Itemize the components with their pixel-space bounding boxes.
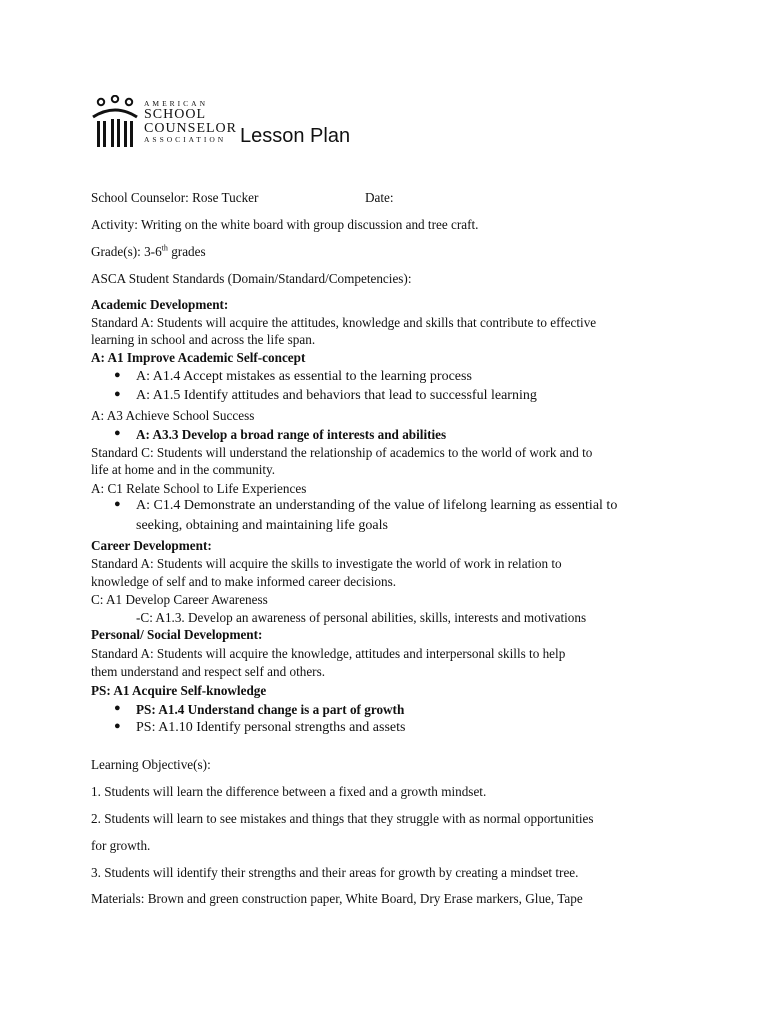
- counselor-line: School Counselor: Rose Tucker: [91, 190, 259, 205]
- list-item-text: PS: A1.4 Understand change is a part of growth: [136, 702, 405, 717]
- objectives-heading: Learning Objective(s):: [91, 757, 211, 772]
- career-std-a-line2: knowledge of self and to make informed career decisions.: [91, 574, 397, 589]
- bullet-icon: ●: [114, 388, 121, 400]
- grade-line: [91, 244, 206, 260]
- academic-std-c-line1: Standard C: Students will understand the relationship of academics to the world of work and to: [91, 445, 593, 460]
- grade-sup: th: [161, 243, 168, 253]
- list-item-continuation: seeking, obtaining and maintaining life goals: [136, 518, 388, 533]
- grade-suffix: grades: [167, 244, 206, 259]
- career-a1: C: A1 Develop Career Awareness: [91, 592, 268, 607]
- list-item-text: A: A1.4 Accept mistakes as essential to the learning process: [136, 369, 472, 384]
- career-heading: Career Development:: [91, 538, 212, 553]
- logo-line-school: SCHOOL: [144, 106, 207, 122]
- career-a1-item: -C: A1.3. Develop an awareness of personal abilities, skills, interests and motivations: [136, 610, 587, 625]
- standards-heading: ASCA Student Standards (Domain/Standard/Competencies):: [91, 271, 412, 286]
- activity-line: Activity: Writing on the white board with group discussion and tree craft.: [91, 217, 479, 232]
- objective-2-line1: 2. Students will learn to see mistakes and things that they struggle with as normal opportunities: [91, 811, 594, 826]
- grade-prefix: Grade(s): 3-6: [91, 244, 162, 259]
- academic-heading: Academic Development:: [91, 297, 229, 312]
- objective-3: 3. Students will identify their strengths and their areas for growth by creating a mindset tree.: [91, 865, 579, 880]
- bullet-icon: ●: [114, 369, 121, 381]
- logo-line-american: AMERICAN: [144, 99, 209, 108]
- objective-1: 1. Students will learn the difference between a fixed and a growth mindset.: [91, 784, 487, 799]
- academic-a1: A: A1 Improve Academic Self-concept: [91, 350, 306, 365]
- personal-a1: PS: A1 Acquire Self-knowledge: [91, 683, 267, 698]
- personal-std-a-line2: them understand and respect self and others.: [91, 664, 326, 679]
- career-std-a-line1: Standard A: Students will acquire the skills to investigate the world of work in relation to: [91, 556, 562, 571]
- logo-line-association: ASSOCIATION: [144, 134, 227, 144]
- page-title: Lesson Plan: [240, 125, 351, 147]
- academic-std-c-line2: life at home and in the community.: [91, 462, 276, 477]
- objective-2-line2: for growth.: [91, 838, 151, 853]
- list-item-text: A: A3.3 Develop a broad range of interests and abilities: [136, 427, 447, 442]
- list-item-text: A: A1.5 Identify attitudes and behaviors that lead to successful learning: [136, 388, 537, 403]
- academic-std-a-line2: learning in school and across the life span.: [91, 332, 316, 347]
- logo-wordmark: [144, 99, 238, 144]
- bullet-icon: ●: [114, 702, 121, 714]
- personal-std-a-line1: Standard A: Students will acquire the knowledge, attitudes and interpersonal skills to help: [91, 646, 566, 661]
- list-item-text: PS: A1.10 Identify personal strengths and assets: [136, 720, 406, 735]
- academic-c1: A: C1 Relate School to Life Experiences: [91, 481, 307, 496]
- date-label: Date:: [365, 190, 394, 205]
- list-item-text: A: C1.4 Demonstrate an understanding of the value of lifelong learning as essential to: [136, 498, 618, 513]
- bullet-icon: ●: [114, 427, 121, 439]
- asca-logo-icon: [91, 95, 139, 151]
- header: [91, 95, 491, 155]
- bullet-icon: ●: [114, 720, 121, 732]
- logo-line-counselor: COUNSELOR: [144, 120, 238, 136]
- academic-std-a-line1: Standard A: Students will acquire the attitudes, knowledge and skills that contribute to effective: [91, 315, 597, 330]
- personal-heading: Personal/ Social Development:: [91, 627, 263, 642]
- materials-line: Materials: Brown and green construction paper, White Board, Dry Erase markers, Glue, Tape: [91, 891, 583, 906]
- academic-a3: A: A3 Achieve School Success: [91, 408, 255, 423]
- bullet-icon: ●: [114, 498, 121, 510]
